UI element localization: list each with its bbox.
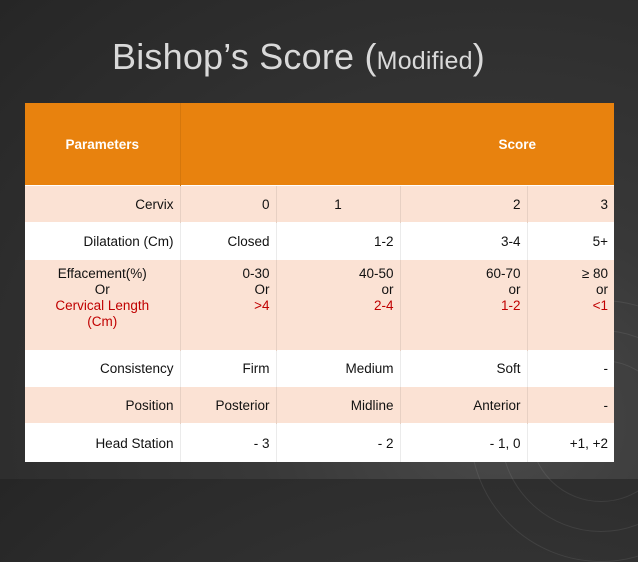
score-line: or (381, 282, 394, 297)
score-cell: - 1, 0 (400, 424, 527, 463)
score-line: 1-2 (500, 298, 521, 313)
score-line: or (596, 282, 609, 297)
score-cell: Closed (180, 223, 276, 260)
score-cell: 2 (400, 186, 527, 223)
score-cell: - 2 (276, 424, 400, 463)
title-text: Bishop’s Score ( (112, 36, 377, 77)
score-line: <1 (592, 298, 609, 313)
score-cell: 1-2 (276, 223, 400, 260)
param-cell: Cervix (25, 186, 180, 223)
title-close-paren: ) (472, 36, 485, 77)
slide-title (112, 36, 485, 86)
header-score: Score (180, 103, 614, 186)
table-row (25, 186, 614, 223)
param-line: Or (94, 282, 110, 297)
score-cell (400, 260, 527, 351)
score-cell: 0 (180, 186, 276, 223)
score-cell: Medium (276, 351, 400, 387)
score-cell (527, 260, 614, 351)
param-cell: Position (25, 387, 180, 424)
score-line: 40-50 (358, 266, 394, 281)
score-cell: Midline (276, 387, 400, 424)
score-cell: 3 (527, 186, 614, 223)
score-cell: - (527, 387, 614, 424)
score-line: ≥ 80 (581, 266, 609, 281)
param-cell: Dilatation (Cm) (25, 223, 180, 260)
table-row (25, 223, 614, 260)
score-line: 2-4 (373, 298, 394, 313)
score-cell: - (527, 351, 614, 387)
score-line: 60-70 (485, 266, 521, 281)
score-cell: +1, +2 (527, 424, 614, 463)
header-parameters: Parameters (25, 103, 180, 186)
table-row (25, 260, 614, 351)
score-cell: Soft (400, 351, 527, 387)
score-cell: Anterior (400, 387, 527, 424)
bishop-score-table (25, 103, 614, 462)
score-cell: Posterior (180, 387, 276, 424)
score-cell: - 3 (180, 424, 276, 463)
score-cell: 5+ (527, 223, 614, 260)
score-cell: 1 (276, 186, 400, 223)
score-line: or (508, 282, 521, 297)
score-cell (276, 260, 400, 351)
table-row (25, 424, 614, 463)
param-cell (25, 260, 180, 351)
score-line: 0-30 (242, 266, 270, 281)
param-cell: Consistency (25, 351, 180, 387)
param-line: Effacement(%) (57, 266, 147, 281)
param-line: (Cm) (87, 314, 118, 329)
param-cell: Head Station (25, 424, 180, 463)
score-cell: 3-4 (400, 223, 527, 260)
param-line: Cervical Length (55, 298, 150, 313)
score-cell (180, 260, 276, 351)
score-line: Or (254, 282, 270, 297)
title-modified: Modified (376, 47, 473, 75)
score-cell: Firm (180, 351, 276, 387)
score-line: >4 (254, 298, 270, 313)
table-row (25, 351, 614, 387)
table-row (25, 387, 614, 424)
table-header-row (25, 103, 614, 186)
